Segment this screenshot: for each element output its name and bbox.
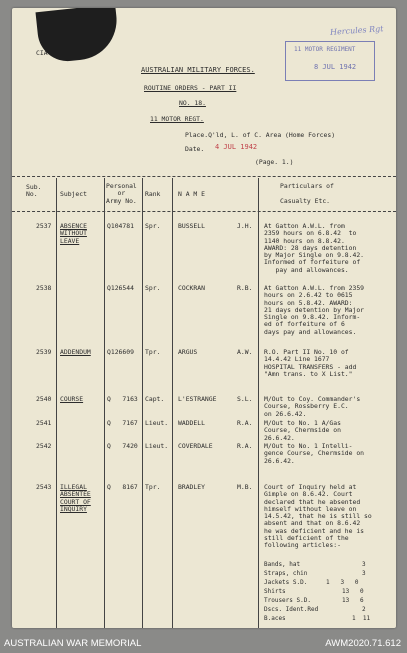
place-line: Place.Q'ld, L. of C. Area (Home Forces): [185, 131, 336, 139]
row-particulars: M/Out to Coy. Commander's Course, Rossberry E.C. on 26.6.42.: [264, 395, 361, 418]
row-initials: A.W.: [237, 348, 253, 356]
unit-name: 11 MOTOR REGT.: [150, 115, 204, 123]
top-rule: [12, 176, 396, 177]
row-name: BRADLEY: [178, 483, 205, 491]
row-sub-no: 2543: [36, 483, 52, 491]
header-rank: Rank: [145, 190, 161, 198]
row-subject: ADDENDUM: [60, 348, 91, 356]
row-initials: R.B.: [237, 284, 253, 292]
row-name: COCKRAN: [178, 284, 205, 292]
column-divider: [172, 178, 173, 628]
article-qty: 1 11: [352, 615, 371, 622]
column-divider: [104, 178, 105, 628]
column-divider: [142, 178, 143, 628]
archive-name: AUSTRALIAN WAR MEMORIAL: [4, 638, 142, 649]
article-qty: 2: [362, 606, 366, 613]
row-sub-no: 2538: [36, 284, 52, 292]
header-rule: [12, 211, 396, 212]
stamp-unit: 11 MOTOR REGIMENT: [294, 46, 356, 53]
row-particulars: M/Out to No. 1 A/Gas Course, Chermside on 26.6.42.: [264, 419, 341, 442]
header-particulars: Particulars of Casualty Etc.: [280, 182, 334, 205]
row-personal-no: Q 7167: [107, 419, 138, 427]
row-personal-no: Q 7163: [107, 395, 138, 403]
row-personal-no: Q104781: [107, 222, 134, 230]
row-initials: M.B.: [237, 483, 253, 491]
row-rank: Lieut.: [145, 419, 169, 427]
article-qty: 13 0: [342, 588, 364, 595]
row-rank: Capt.: [145, 395, 165, 403]
article-item: Jackets S.D.: [264, 579, 308, 586]
row-name: WADDELL: [178, 419, 205, 427]
handwritten-note: Hercules Rgt: [329, 24, 384, 37]
row-particulars: At Gatton A.W.L. from 2359 hours on 2.6.42 to 0615 hours on 5.8.42. AWARD: 21 days detention by Major Single on 9.8.42. Inform- ed of forfeiture of 6 days pay and allowances.: [264, 284, 365, 336]
row-initials: S.L.: [237, 395, 253, 403]
article-item: Bands, hat: [264, 561, 301, 568]
article-qty: 3: [362, 561, 366, 568]
column-divider: [258, 178, 259, 628]
article-item: Trousers S.D.: [264, 597, 311, 604]
row-personal-no: Q 8167: [107, 483, 138, 491]
row-particulars: At Gatton A.W.L. from 2359 hours on 6.8.42 to 1140 hours on 8.8.42. AWARD: 28 days detention by Major Single on 9.8.42. Informed of forfeiture of pay and allowances.: [264, 222, 365, 274]
row-name: COVERDALE: [178, 442, 213, 450]
row-sub-no: 2540: [36, 395, 52, 403]
row-personal-no: Q126609: [107, 348, 134, 356]
document-subtitle: ROUTINE ORDERS - PART II: [144, 84, 237, 92]
row-personal-no: Q126544: [107, 284, 134, 292]
header-name: N A M E: [178, 190, 205, 198]
row-sub-no: 2539: [36, 348, 52, 356]
article-item: Shirts: [264, 588, 286, 595]
row-subject: ABSENCE WITHOUT LEAVE: [60, 222, 87, 245]
stamp-date: 8 JUL 1942: [314, 63, 357, 71]
archive-reference: AWM2020.71.612: [325, 638, 401, 649]
row-initials: R.A.: [237, 442, 253, 450]
date-stamp: 4 JUL 1942: [215, 143, 258, 151]
row-initials: R.A.: [237, 419, 253, 427]
row-subject: ILLEGAL ABSENTEE COURT OF INQUIRY: [60, 483, 91, 513]
article-item: Dscs. Ident.Red: [264, 606, 319, 613]
receipt-stamp: [285, 41, 375, 81]
row-rank: Spr.: [145, 222, 161, 230]
article-item: B.aces: [264, 615, 286, 622]
article-item: Straps, chin: [264, 570, 308, 577]
document-page: [12, 8, 396, 628]
header-personal-no: Personal or Army No.: [106, 182, 137, 205]
row-particulars: R.O. Part II No. 10 of 14.4.42 Line 1677 HOSPITAL TRANSFERS - add "Amn trans. to X List.": [264, 348, 357, 378]
header-subject: Subject: [60, 190, 87, 198]
row-sub-no: 2537: [36, 222, 52, 230]
row-name: L'ESTRANGE: [178, 395, 217, 403]
row-sub-no: 2541: [36, 419, 52, 427]
row-personal-no: Q 7420: [107, 442, 138, 450]
row-subject: COURSE: [60, 395, 84, 403]
torn-corner: [36, 8, 121, 64]
article-qty: 1 3 0: [326, 579, 359, 586]
row-name: BUSSELL: [178, 222, 205, 230]
date-label: Date.: [185, 145, 205, 153]
article-qty: 13 6: [342, 597, 364, 604]
column-divider: [56, 178, 57, 628]
row-sub-no: 2542: [36, 442, 52, 450]
page-number: (Page. 1.): [255, 158, 294, 166]
row-rank: Spr.: [145, 284, 161, 292]
archive-footer: [0, 634, 407, 653]
row-particulars: Court of Inquiry held at Gimple on 8.6.42. Court declared that he absented himself without leave on 14.5.42, that he is still so absent and that on 8.6.42 he was deficient and he is still deficient of the following articles:-: [264, 483, 372, 550]
row-rank: Tpr.: [145, 483, 161, 491]
row-rank: Lieut.: [145, 442, 169, 450]
header-sub-no: Sub. No.: [26, 183, 42, 199]
document-title: AUSTRALIAN MILITARY FORCES.: [141, 66, 255, 74]
order-number: NO. 18.: [179, 99, 206, 107]
article-qty: 3: [362, 570, 366, 577]
row-name: ARGUS: [178, 348, 198, 356]
row-rank: Tpr.: [145, 348, 161, 356]
row-initials: J.H.: [237, 222, 253, 230]
row-particulars: M/Out to No. 1 Intelli- gence Course, Chermside on 26.6.42.: [264, 442, 365, 465]
corner-text: CIA: [36, 49, 48, 57]
